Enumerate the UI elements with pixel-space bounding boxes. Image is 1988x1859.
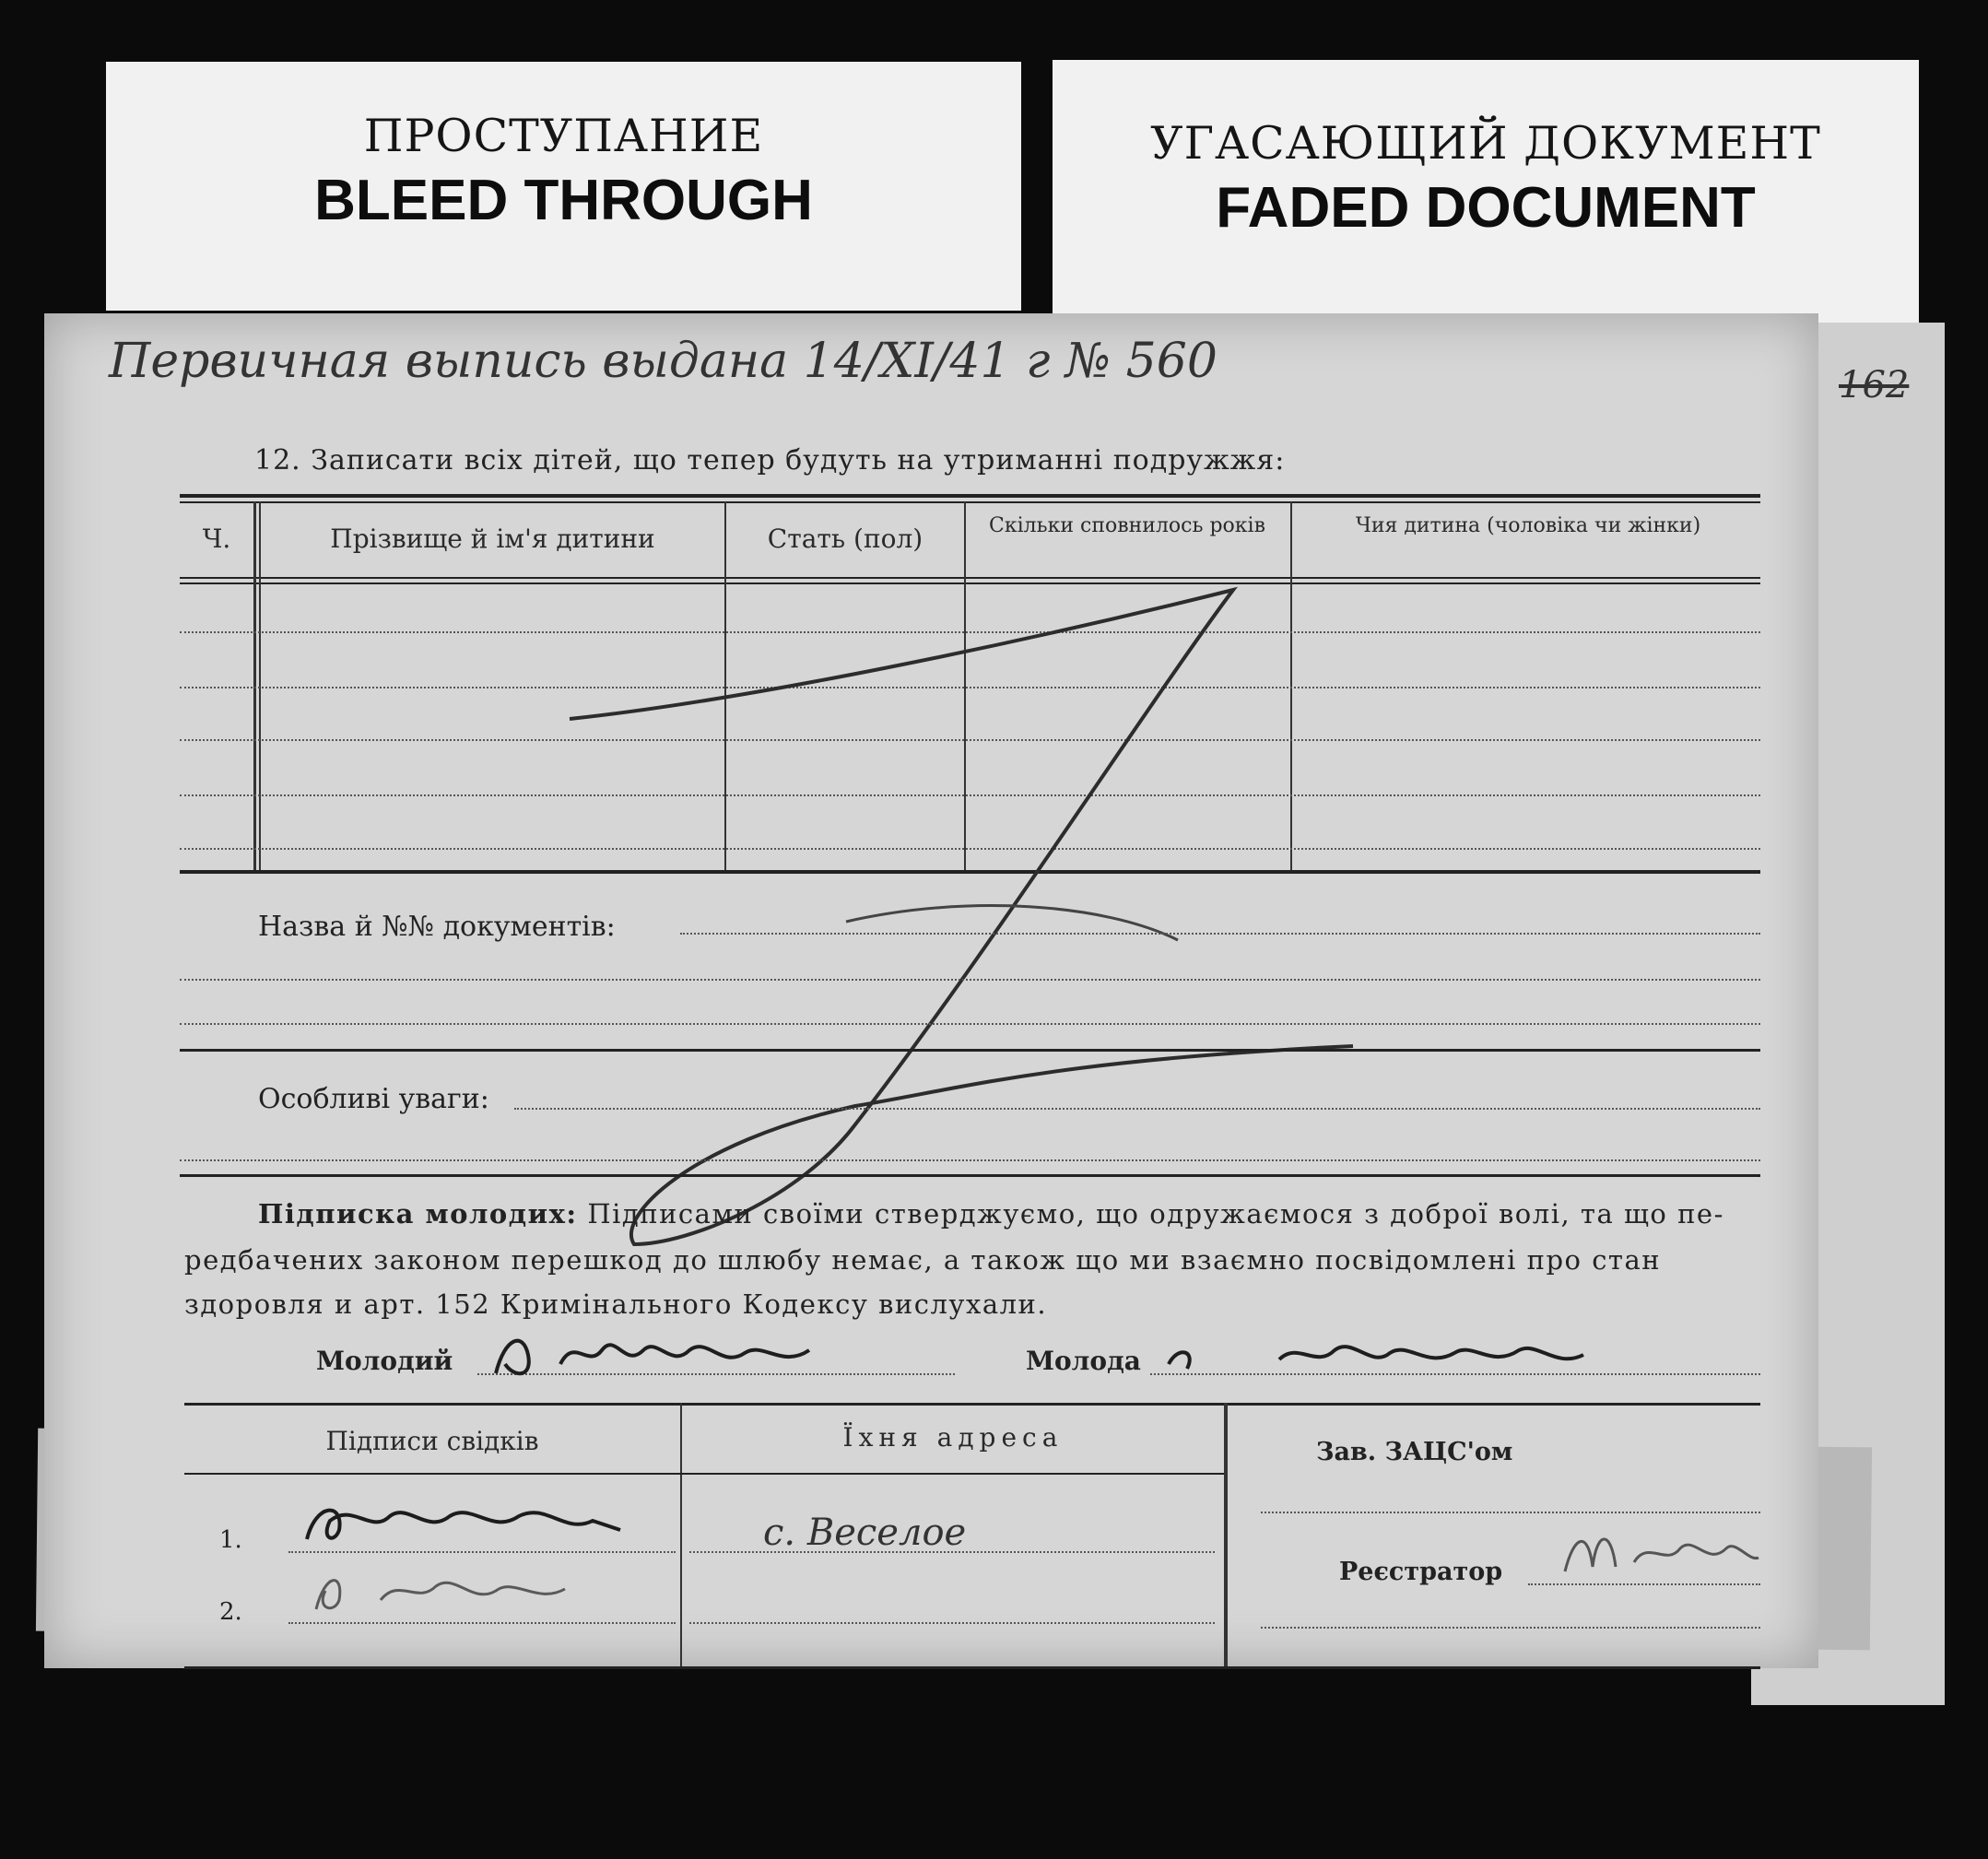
- declaration-lead: Підписка молодих:: [258, 1198, 578, 1230]
- witness-address-handwritten: с. Веселое: [763, 1512, 967, 1554]
- column-header-age: Скільки сповнилось років: [989, 514, 1265, 537]
- declaration-line-1: [258, 1198, 1724, 1230]
- registrar-label: Реєстратор: [1339, 1558, 1503, 1586]
- witness-2-number: 2.: [219, 1598, 242, 1626]
- bride-label: Молода: [1026, 1346, 1141, 1376]
- registrar-signature: [1556, 1521, 1768, 1585]
- witness-2-signature: [288, 1563, 657, 1618]
- cancellation-strike-mark: [44, 313, 1818, 1668]
- section-12-title: 12. Записати всіх дітей, що тепер будуть на утриманні подружжя:: [254, 444, 1286, 477]
- label-russian-text: УГАСАЮЩИЙ ДОКУМЕНТ: [1150, 117, 1821, 170]
- handwritten-issuance-note: Первичная выпись выдана 14/XI/41 г № 560: [109, 334, 1218, 389]
- label-english-text: FADED DOCUMENT: [1216, 176, 1756, 240]
- column-header-sex: Стать (пол): [767, 524, 923, 554]
- declaration-line-3: здоровля и арт. 152 Кримінального Кодексу вислухали.: [184, 1288, 1048, 1320]
- witness-1-signature: [288, 1493, 657, 1548]
- groom-label: Молодий: [316, 1346, 453, 1376]
- label-russian-text: ПРОСТУПАНИЕ: [363, 110, 764, 162]
- column-header-number: Ч.: [202, 524, 231, 554]
- witness-signatures-header: Підписи свідків: [325, 1426, 539, 1456]
- registry-head-label: Зав. ЗАЦС'ом: [1316, 1438, 1513, 1466]
- documents-label: Назва й №№ документів:: [258, 911, 616, 943]
- groom-signature: [487, 1327, 874, 1382]
- page-number: 162: [1839, 364, 1910, 406]
- declaration-line-2: редбачених законом перешкод до шлюбу немає, а також що ми взаємно посвідомлені про стан: [184, 1244, 1662, 1276]
- column-header-child-name: Прізвище й ім'я дитини: [330, 524, 655, 554]
- faded-document-label: [1053, 60, 1919, 323]
- column-header-whose-child: Чия дитина (чоловіка чи жінки): [1355, 514, 1701, 537]
- witness-address-header: Їхня адреса: [842, 1422, 1064, 1453]
- label-english-text: BLEED THROUGH: [314, 169, 813, 232]
- declaration-text: Підписами своїми стверджуємо, що одружаємося з доброї волі, та що пе-: [587, 1198, 1724, 1230]
- marriage-record-form: [44, 313, 1818, 1668]
- bleed-through-label: [106, 62, 1021, 311]
- bride-signature: [1159, 1327, 1593, 1382]
- notes-label: Особливі уваги:: [258, 1083, 489, 1115]
- witness-1-number: 1.: [219, 1526, 242, 1554]
